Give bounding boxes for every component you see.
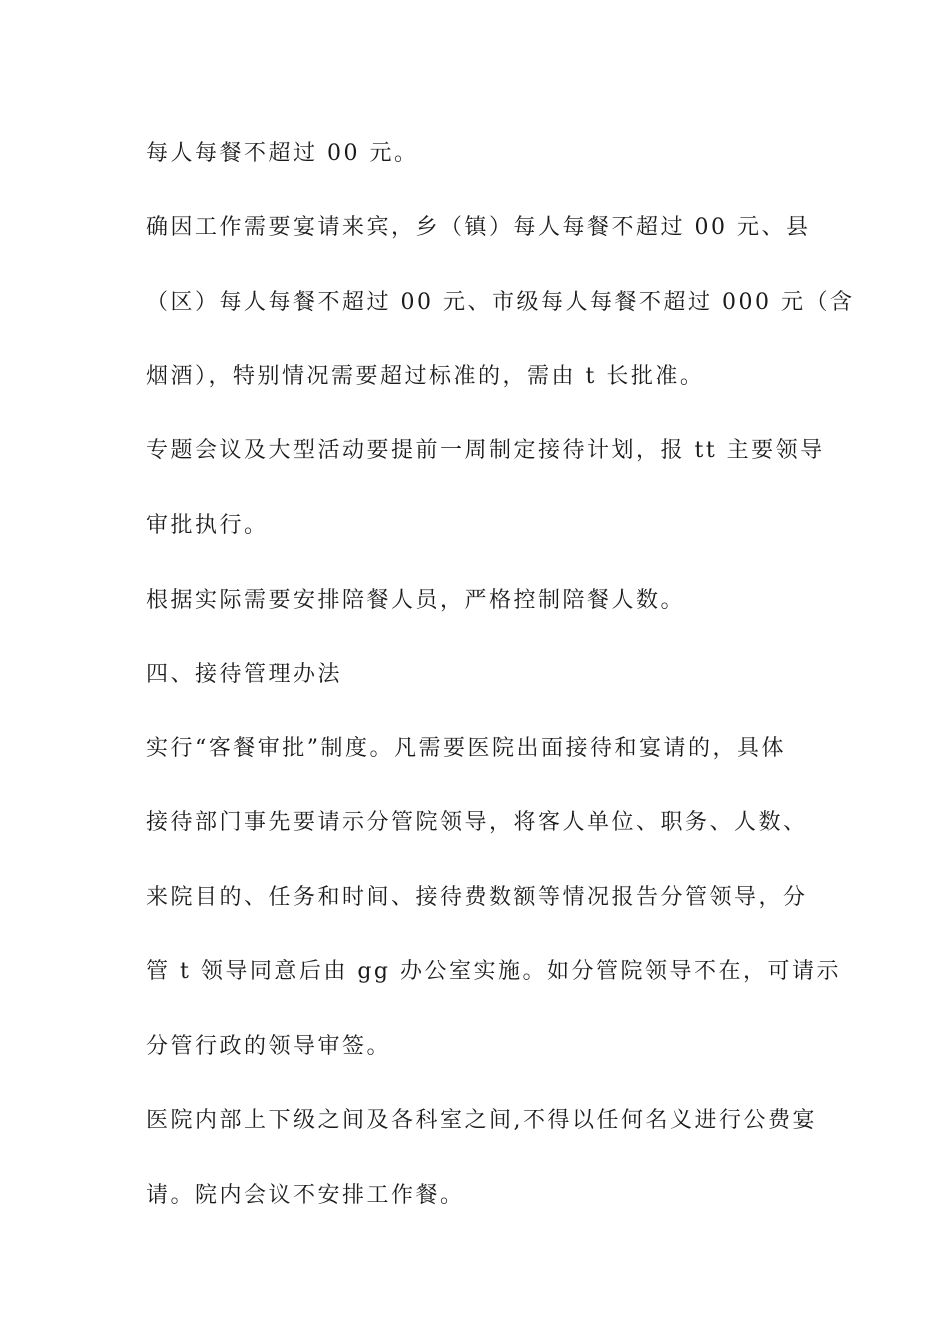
text-line-6: 审批执行。: [146, 513, 269, 538]
text-line-13: 分管行政的领导审签。: [146, 1034, 392, 1059]
text-line-12: 管 t 领导同意后由 gg 办公室实施。如分管院领导不在，可请示: [146, 959, 841, 984]
text-line-1: 每人每餐不超过 00 元。: [146, 141, 419, 166]
text-line-5: 专题会议及大型活动要提前一周制定接待计划，报 tt 主要领导: [146, 438, 825, 463]
text-line-3: （区）每人每餐不超过 00 元、市级每人每餐不超过 000 元（含: [146, 290, 855, 315]
section-heading: 四、接待管理办法: [146, 662, 343, 687]
text-line-2: 确因工作需要宴请来宾，乡（镇）每人每餐不超过 00 元、县: [146, 215, 811, 240]
text-line-14: 医院内部上下级之间及各科室之间,不得以任何名义进行公费宴: [146, 1108, 817, 1133]
text-line-15: 请。院内会议不安排工作餐。: [146, 1183, 465, 1208]
text-line-10: 接待部门事先要请示分管院领导，将客人单位、职务、人数、: [146, 810, 808, 835]
text-line-4: 烟酒），特别情况需要超过标准的，需由 t 长批准。: [146, 364, 705, 389]
text-line-11: 来院目的、任务和时间、接待费数额等情况报告分管领导，分: [146, 885, 808, 910]
text-line-7: 根据实际需要安排陪餐人员，严格控制陪餐人数。: [146, 588, 686, 613]
text-line-9: 实行“客餐审批”制度。凡需要医院出面接待和宴请的，具体: [146, 736, 786, 761]
